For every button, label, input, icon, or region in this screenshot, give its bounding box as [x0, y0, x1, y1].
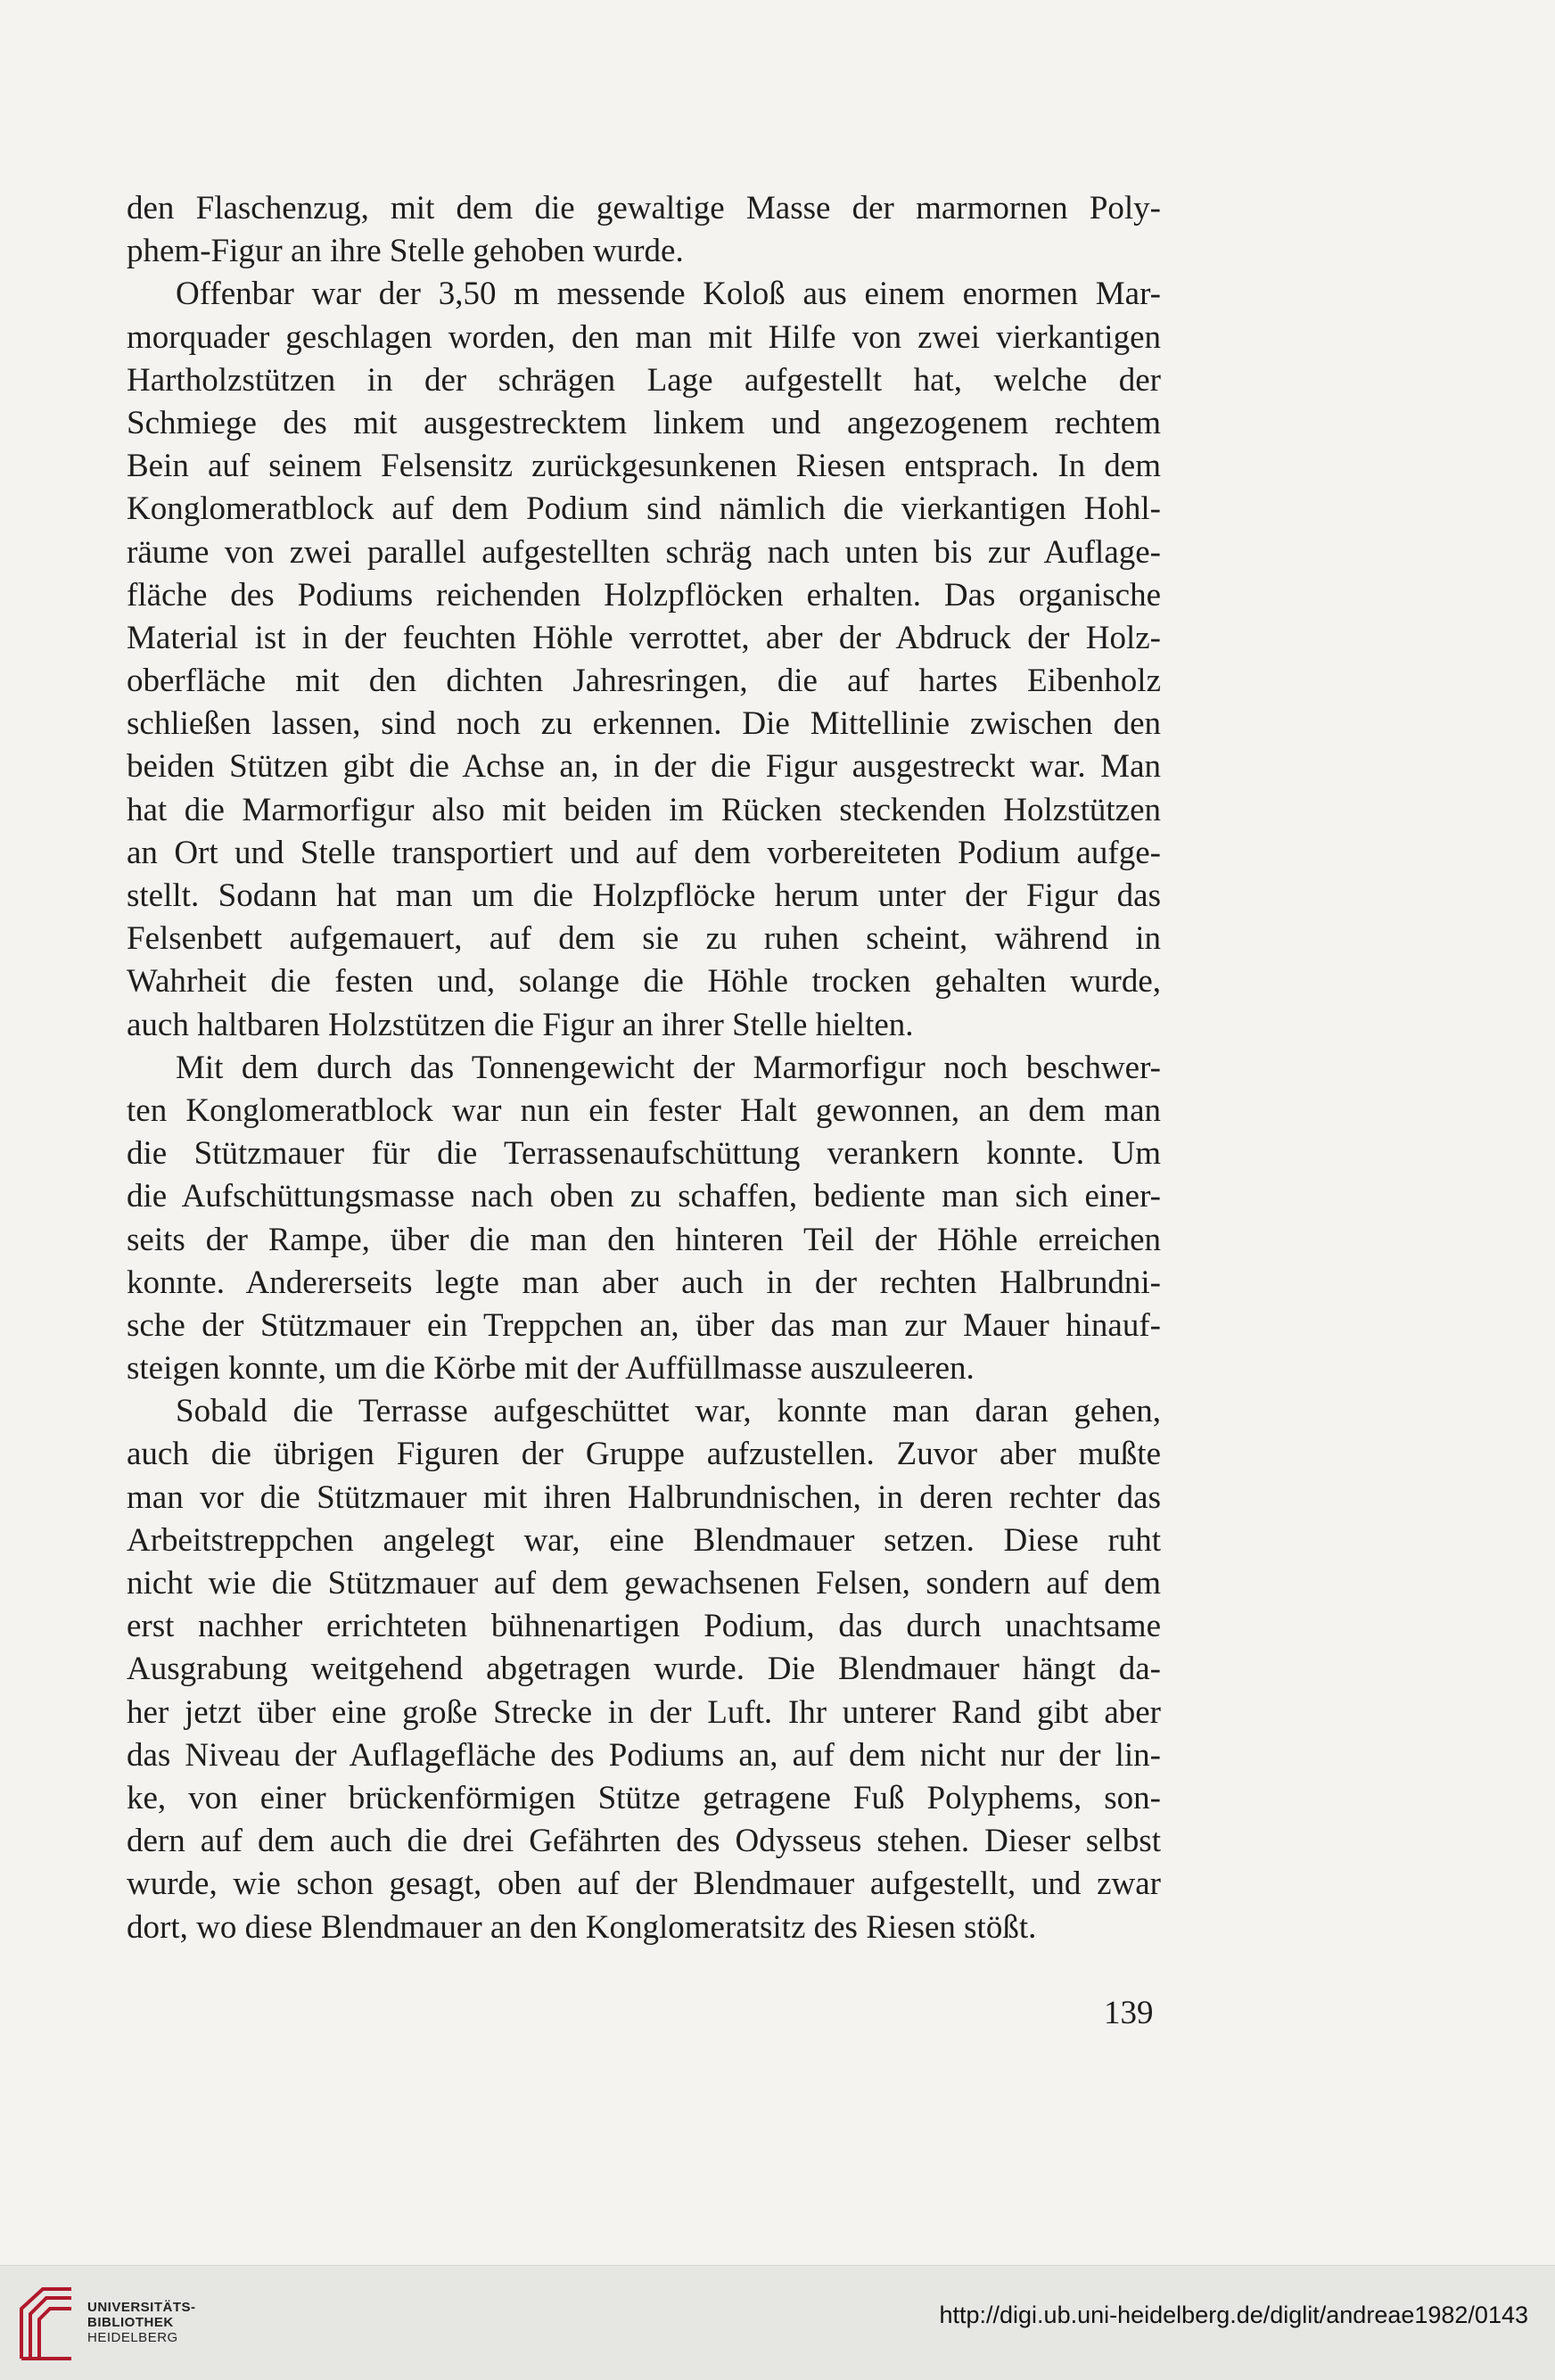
- text-line: wurde, wie schon gesagt, oben auf der Blendmauer aufgestellt, und zwar: [127, 1865, 1161, 1903]
- text-line: Material ist in der feuchten Höhle verrottet, aber der Abdruck der Holz-: [127, 619, 1161, 656]
- text-line: steigen konnte, um die Körbe mit der Auffüllmasse auszuleeren.: [127, 1350, 975, 1388]
- text-line: räume von zwei parallel aufgestellten schräg nach unten bis zur Auflage-: [127, 533, 1161, 571]
- logo-line-3: HEIDELBERG: [87, 2330, 178, 2345]
- text-line: nicht wie die Stützmauer auf dem gewachsenen Felsen, sondern auf dem: [127, 1565, 1161, 1602]
- logo-line-1: UNIVERSITÄTS-: [87, 2300, 196, 2315]
- text-line: dern auf dem auch die drei Gefährten des Odysseus stehen. Dieser selbst: [127, 1823, 1161, 1860]
- text-line: Bein auf seinem Felsensitz zurückgesunkenen Riesen entsprach. In dem: [127, 448, 1161, 485]
- text-line: phem-Figur an ihre Stelle gehoben wurde.: [127, 233, 684, 270]
- text-line: Konglomeratblock auf dem Podium sind nämlich die vierkantigen Hohl-: [127, 490, 1161, 528]
- text-line: her jetzt über eine große Strecke in der Luft. Ihr unterer Rand gibt aber: [127, 1693, 1161, 1731]
- text-line: sche der Stützmauer ein Treppchen an, über das man zur Mauer hinauf-: [127, 1306, 1161, 1344]
- text-line: schließen lassen, sind noch zu erkennen. Die Mittellinie zwischen den: [127, 705, 1161, 743]
- footer-url-link[interactable]: http://digi.ub.uni-heidelberg.de/diglit/andreae1982/0143: [939, 2302, 1528, 2328]
- text-line: den Flaschenzug, mit dem die gewaltige Masse der marmornen Poly-: [127, 190, 1161, 226]
- logo-line-2: BIBLIOTHEK: [87, 2315, 174, 2330]
- text-line: erst nachher errichteten bühnenartigen Podium, das durch unachtsame: [127, 1608, 1161, 1645]
- text-line: beiden Stützen gibt die Achse an, in der die Figur ausgestreckt war. Man: [127, 748, 1161, 786]
- text-line: Arbeitstreppchen angelegt war, eine Blendmauer setzen. Diese ruht: [127, 1521, 1161, 1559]
- text-line: man vor die Stützmauer mit ihren Halbrundnischen, in deren rechter das: [127, 1478, 1161, 1516]
- library-logo-text: [87, 2300, 196, 2345]
- text-line: Schmiege des mit ausgestrecktem linkem und angezogenem rechtem: [127, 404, 1161, 441]
- text-line: die Aufschüttungsmasse nach oben zu schaffen, bediente man sich einer-: [127, 1178, 1161, 1215]
- text-line: Ausgrabung weitgehend abgetragen wurde. Die Blendmauer hängt da-: [127, 1651, 1161, 1688]
- text-line: das Niveau der Auflagefläche des Podiums an, auf dem nicht nur der lin-: [127, 1736, 1161, 1774]
- text-line: ten Konglomeratblock war nun ein fester Halt gewonnen, an dem man: [127, 1091, 1161, 1129]
- text-line: an Ort und Stelle transportiert und auf dem vorbereiteten Podium aufge-: [127, 834, 1161, 871]
- text-line: auch haltbaren Holzstützen die Figur an ihrer Stelle hielten.: [127, 1006, 914, 1043]
- text-line: stellt. Sodann hat man um die Holzpflöcke herum unter der Figur das: [127, 877, 1161, 914]
- page-number: 139: [1104, 1995, 1154, 2031]
- text-line: Mit dem durch das Tonnengewicht der Marmorfigur noch beschwer-: [176, 1049, 1161, 1086]
- text-line: konnte. Andererseits legte man aber auch in der rechten Halbrundni-: [127, 1264, 1161, 1301]
- footer-bar: [0, 2265, 1555, 2380]
- text-line: seits der Rampe, über die man den hinteren Teil der Höhle erreichen: [127, 1221, 1161, 1258]
- text-line: Hartholzstützen in der schrägen Lage aufgestellt hat, welche der: [127, 361, 1161, 399]
- text-line: dort, wo diese Blendmauer an den Konglomeratsitz des Riesen stößt.: [127, 1908, 1037, 1946]
- text-line: ke, von einer brückenförmigen Stütze getragene Fuß Polyphems, son-: [127, 1779, 1161, 1816]
- text-line: hat die Marmorfigur also mit beiden im Rücken steckenden Holzstützen: [127, 791, 1161, 828]
- text-line: Sobald die Terrasse aufgeschüttet war, konnte man daran gehen,: [176, 1393, 1161, 1430]
- text-line: fläche des Podiums reichenden Holzpflöcken erhalten. Das organische: [127, 576, 1161, 614]
- text-line: Felsenbett aufgemauert, auf dem sie zu ruhen scheint, während in: [127, 920, 1161, 958]
- library-logo-icon: [16, 2282, 77, 2364]
- text-line: auch die übrigen Figuren der Gruppe aufzustellen. Zuvor aber mußte: [127, 1436, 1161, 1473]
- text-line: Offenbar war der 3,50 m messende Koloß aus einem enormen Mar-: [176, 276, 1161, 313]
- text-line: morquader geschlagen worden, den man mit Hilfe von zwei vierkantigen: [127, 318, 1161, 356]
- text-line: Wahrheit die festen und, solange die Höhle trocken gehalten wurde,: [127, 963, 1161, 1001]
- text-line: die Stützmauer für die Terrassenaufschüttung verankern konnte. Um: [127, 1135, 1161, 1173]
- body-text: [127, 187, 1161, 1949]
- text-line: oberfläche mit den dichten Jahresringen, die auf hartes Eibenholz: [127, 663, 1161, 700]
